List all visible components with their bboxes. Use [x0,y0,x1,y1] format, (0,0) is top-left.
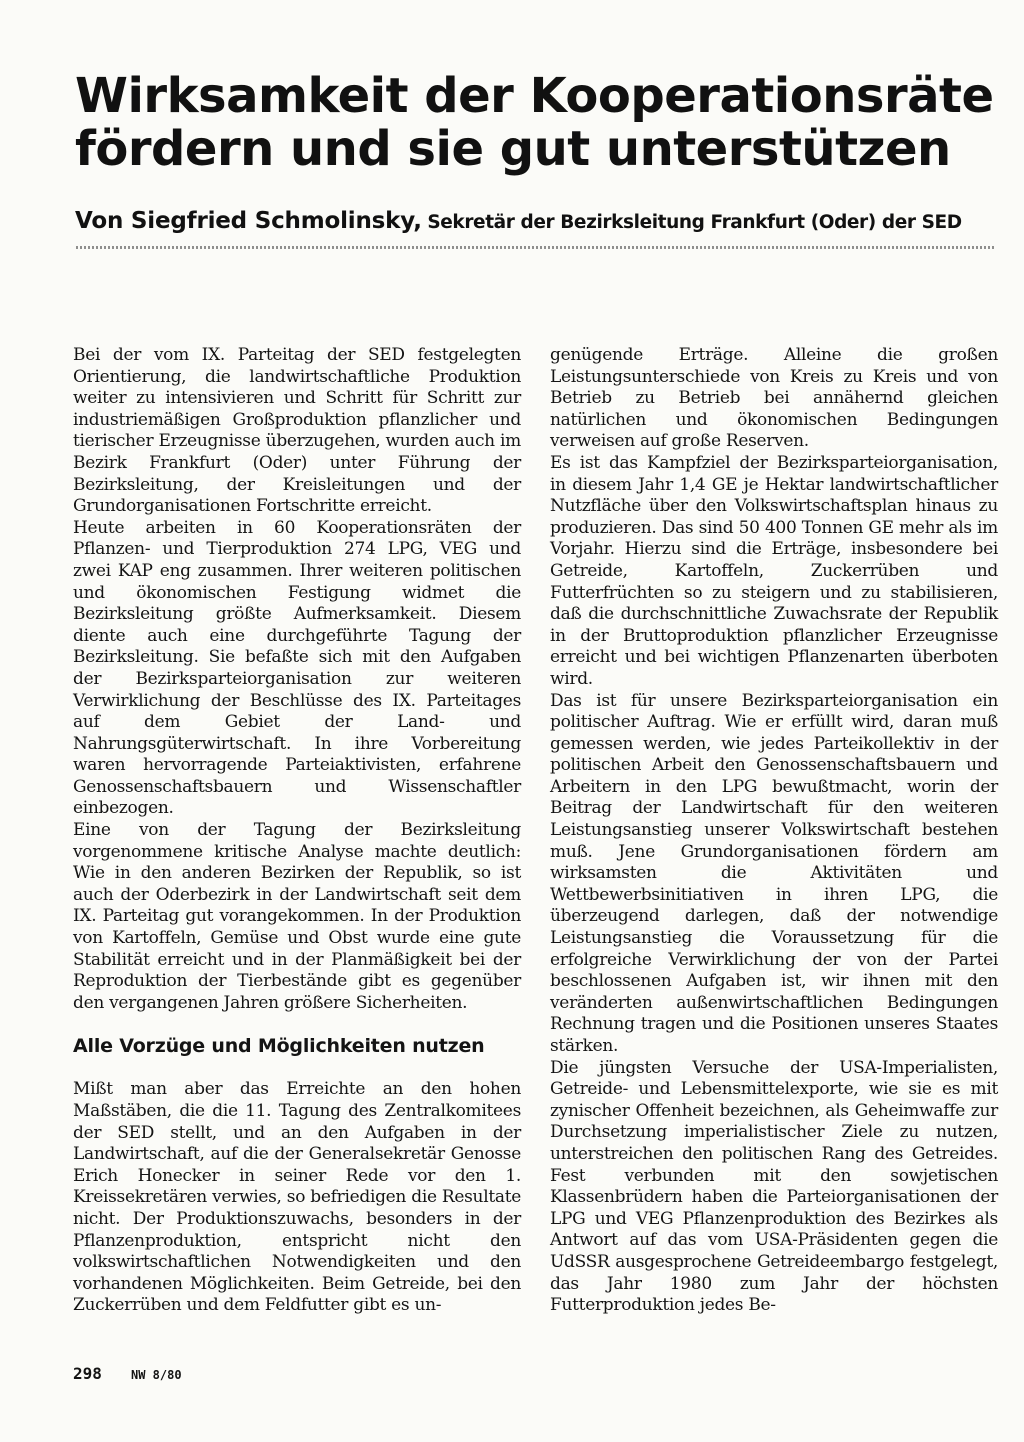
byline-author: Von Siegfried Schmolinsky, [75,208,422,234]
body-paragraph: Die jüngsten Versuche der USA-Imperialisten, Getreide- und Lebensmittelexporte, wie sie es mit zynischer Offenheit bezeichnen, als Geheimwaffe zur Durchsetzung imperialistischer Ziele zu nutzen, unterstreichen den politischen Rang des Getreides. Fest verbunden mit den sowjetischen Klassenbrüdern haben die Parteiorganisationen der LPG und VEG Pflanzenproduktion des Bezirkes als Antwort auf das vom USA-Präsidenten gegen die UdSSR ausgesprochene Getreideembargo festgelegt, das Jahr 1980 zum Jahr der höchsten Futterproduktion jedes Be- [550,1057,998,1316]
body-paragraph: Eine von der Tagung der Bezirksleitung vorgenommene kritische Analyse machte deutlich: Wie in den anderen Bezirken der Republik, so ist auch der Oderbezirk in der Landwirtschaft seit dem IX. Parteitag gut vorangekommen. In der Produktion von Kartoffeln, Gemüse und Obst wurde eine gute Stabilität erreicht und in der Planmäßigkeit bei der Reproduktion der Tierbestände gibt es gegenüber den vergangenen Jahren größere Sicherheiten. [73,820,521,1013]
byline-role: Sekretär der Bezirksleitung Frankfurt (Oder) der SED [427,212,962,233]
right-column [550,345,998,1317]
page-footer [73,1364,182,1383]
page-number: 298 [73,1364,102,1383]
body-paragraph: genügende Erträge. Alleine die großen Leistungsunterschiede von Kreis zu Kreis und von Betrieb zu Betrieb bei annähernd gleichen natürlichen und ökonomischen Bedingungen verweisen auf große Reserven. [550,345,998,452]
body-paragraph: Mißt man aber das Erreichte an den hohen Maßstäben, die die 11. Tagung des Zentralkomitees der SED stellt, und an den Aufgaben in der Landwirtschaft, auf die der Generalsekretär Genosse Erich Honecker in seiner Rede vor den 1. Kreissekretären verwies, so befriedigen die Resultate nicht. Der Produktionszuwachs, besonders in der Pflanzenproduktion, entspricht nicht den volkswirtschaftlichen Notwendigkeiten und den vorhandenen Möglichkeiten. Beim Getreide, bei den Zuckerrüben und dem Feldfutter gibt es un- [73,1079,521,1316]
section-subheading: Alle Vorzüge und Möglichkeiten nutzen [73,1035,485,1058]
article-title: Wirksamkeit der Kooperationsräte fördern und sie gut unterstützen [75,68,994,177]
body-paragraph: Heute arbeiten in 60 Kooperationsräten der Pflanzen- und Tierproduktion 274 LPG, VEG und zwei KAP eng zusammen. Ihrer weiteren politischen und ökonomischen Festigung widmet die Bezirksleitung größte Aufmerksamkeit. Diesem diente auch eine durchgeführte Tagung der Bezirksleitung. Sie befaßte sich mit den Aufgaben der Bezirksparteiorganisation zur weiteren Verwirklichung der Beschlüsse des IX. Parteitages auf dem Gebiet der Land- und Nahrungsgüterwirtschaft. In ihre Vorbereitung waren hervorragende Parteiaktivisten, erfahrene Genossenschaftsbauern und Wissenschaftler einbezogen. [73,517,521,819]
byline [75,208,1005,234]
body-paragraph: Bei der vom IX. Parteitag der SED festgelegten Orientierung, die landwirtschaftliche Produktion weiter zu intensivieren und Schritt für Schritt zur industriemäßigen Großproduktion pflanzlicher und tierischer Erzeugnisse überzugehen, wurden auch im Bezirk Frankfurt (Oder) unter Führung der Bezirksleitung, der Kreisleitungen und der Grundorganisationen Fortschritte erreicht. [73,345,521,517]
title-divider [76,246,996,249]
body-paragraph: Es ist das Kampfziel der Bezirksparteiorganisation, in diesem Jahr 1,4 GE je Hektar landwirtschaftlicher Nutzfläche über den Volkswirtschaftsplan hinaus zu produzieren. Das sind 50 400 Tonnen GE mehr als im Vorjahr. Hierzu sind die Erträge, insbesondere bei Getreide, Kartoffeln, Zuckerrüben und Futterfrüchten so zu steigern und zu stabilisieren, daß die durchschnittliche Zuwachsrate der Republik in der Bruttoproduktion pflanzlicher Erzeugnisse erreicht und bei wichtigen Pflanzenarten überboten wird. [550,452,998,689]
body-paragraph: Das ist für unsere Bezirksparteiorganisation ein politischer Auftrag. Wie er erfüllt wird, daran muß gemessen werden, wie jedes Parteikollektiv in der politischen Arbeit den Genossenschaftsbauern und Arbeitern in den LPG bewußtmacht, worin der Beitrag der Landwirtschaft für den weiteren Leistungsanstieg unserer Volkswirtschaft bestehen muß. Jene Grundorganisationen fördern am wirksamsten die Aktivitäten und Wettbewerbsinitiativen in ihren LPG, die überzeugend darlegen, daß der notwendige Leistungsanstieg die Voraussetzung für die erfolgreiche Verwirklichung der von der Partei beschlossenen Aufgaben ist, wir ihnen mit den veränderten außenwirtschaftlichen Bedingungen Rechnung tragen und die Positionen unseres Staates stärken. [550,690,998,1056]
left-column [73,345,521,1317]
journal-reference: NW 8/80 [131,1368,182,1382]
